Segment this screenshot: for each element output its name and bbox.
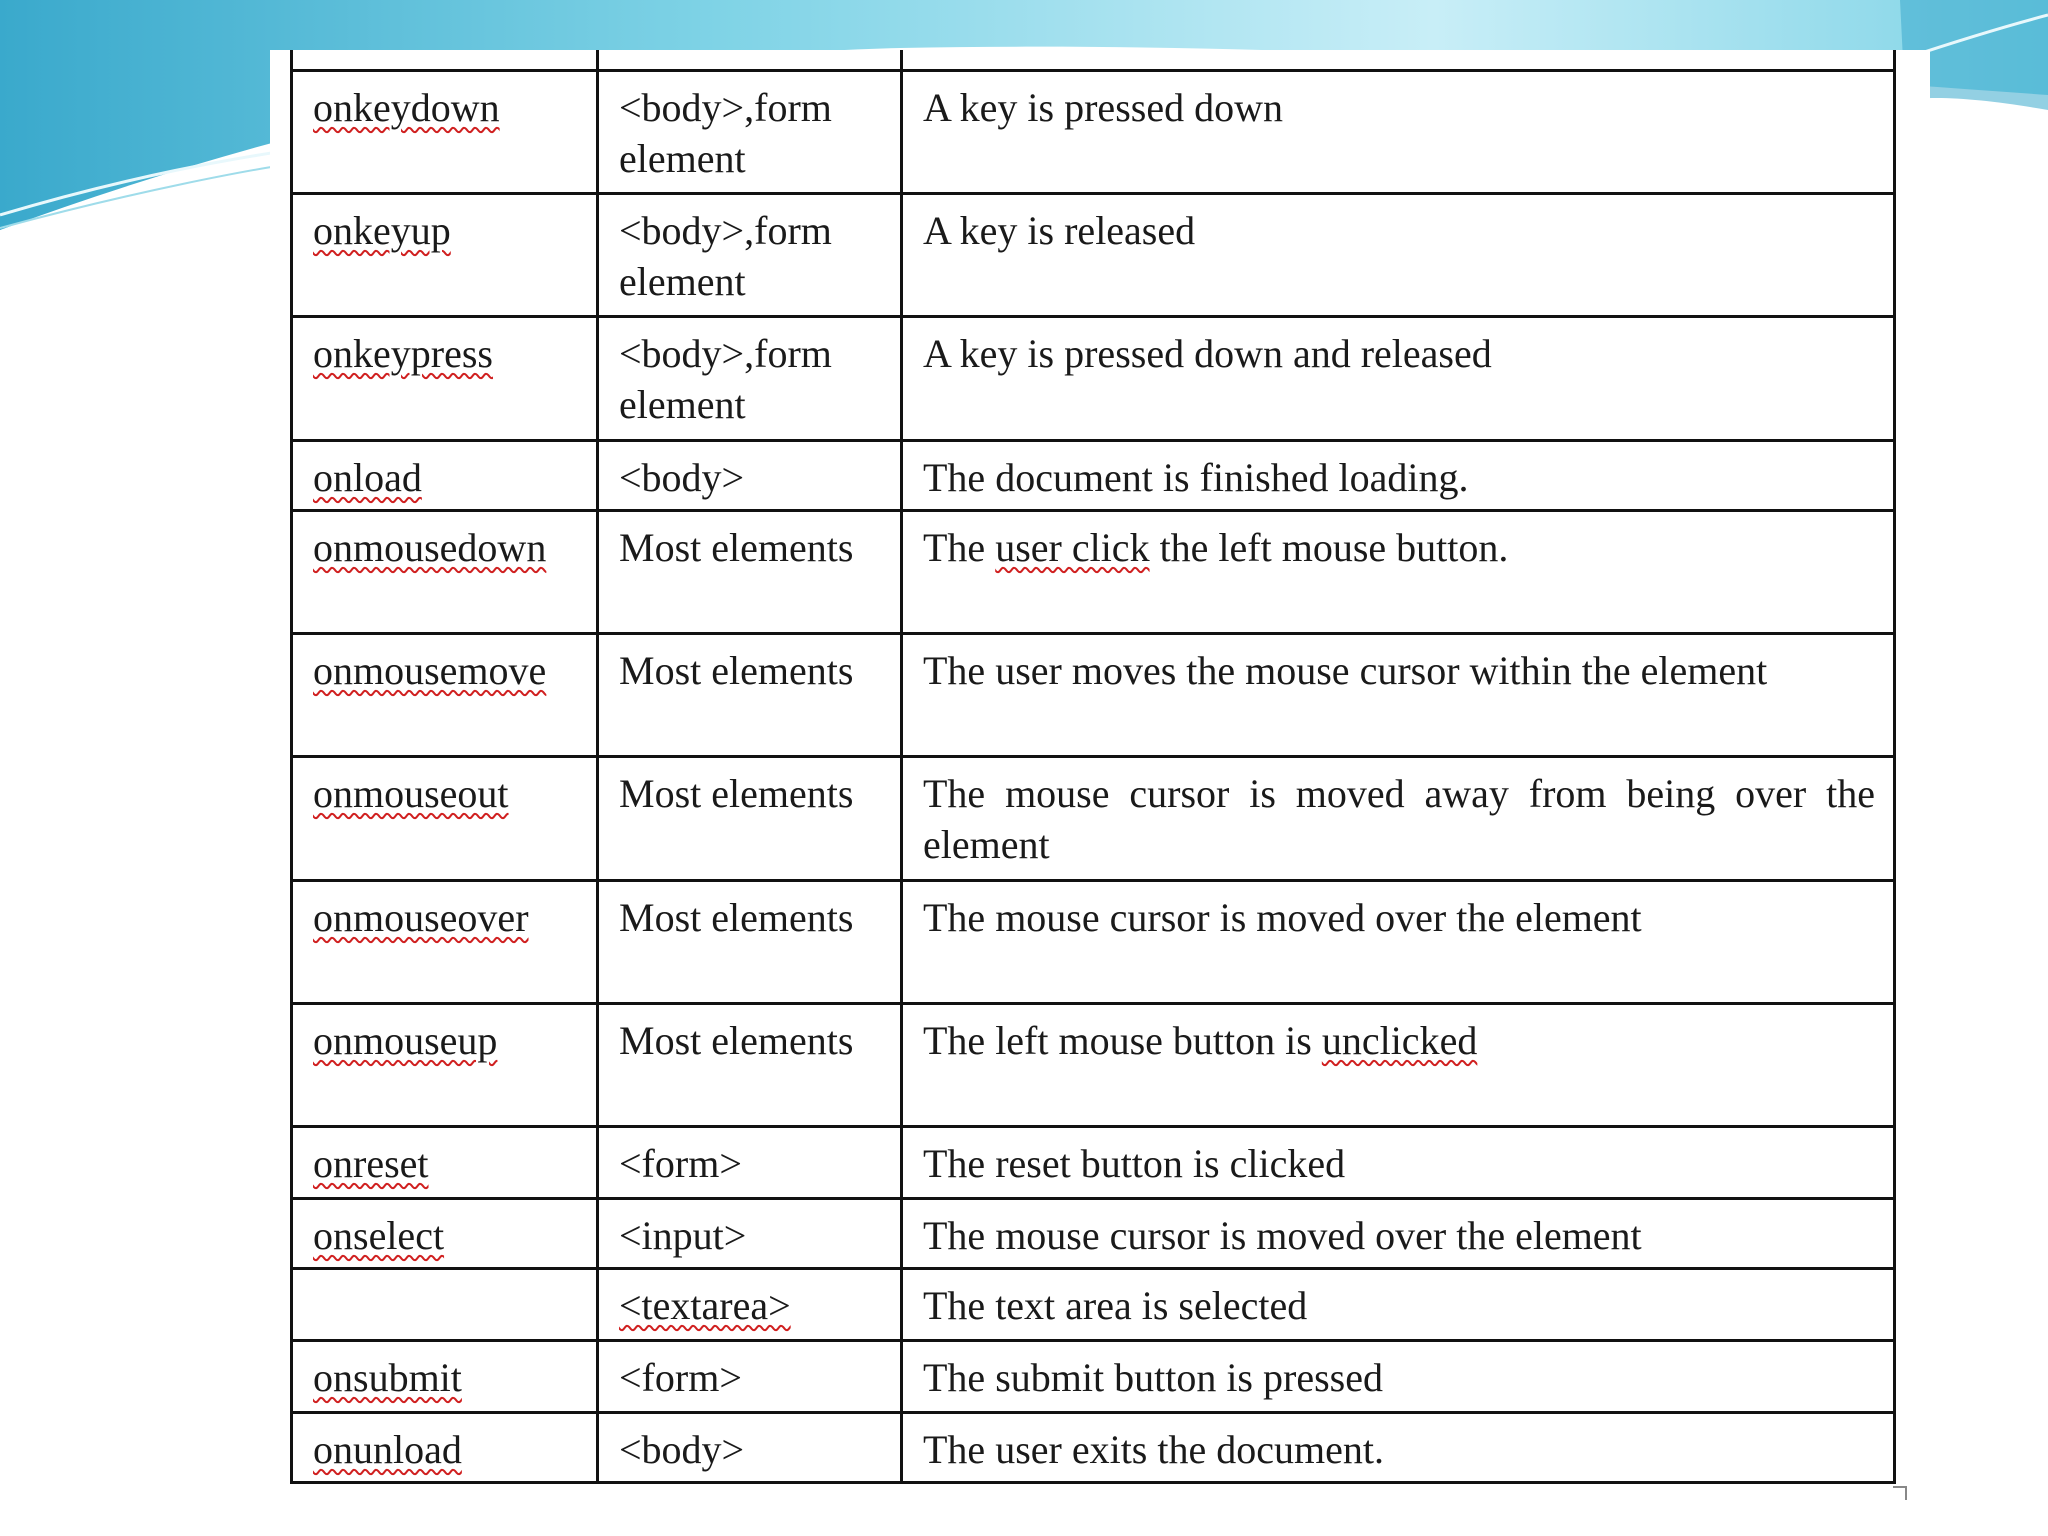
table-row bbox=[292, 756, 1895, 880]
event-name: onmousedown bbox=[313, 524, 547, 570]
event-name: onunload bbox=[313, 1426, 462, 1472]
description-cell bbox=[902, 70, 1895, 193]
event-name-cell bbox=[292, 1126, 598, 1198]
applies-to-text: <form> bbox=[619, 1140, 742, 1186]
description-text: The submit button is pressed bbox=[923, 1354, 1383, 1400]
event-name-cell bbox=[292, 1268, 598, 1340]
description-flagged-word: user click bbox=[995, 524, 1150, 570]
description-flagged-word: unclicked bbox=[1321, 1017, 1478, 1063]
event-name-cell bbox=[292, 510, 598, 633]
events-table-body bbox=[292, 50, 1895, 1482]
table-row bbox=[292, 880, 1895, 1003]
table-row bbox=[292, 70, 1895, 193]
description-cell bbox=[902, 193, 1895, 316]
event-name-cell bbox=[292, 756, 598, 880]
event-name: onselect bbox=[313, 1212, 445, 1258]
description-cell bbox=[902, 510, 1895, 633]
description-text: The document is finished loading. bbox=[923, 454, 1469, 500]
description-cell bbox=[902, 1268, 1895, 1340]
applies-to-cell bbox=[598, 70, 902, 193]
description-cell bbox=[902, 1003, 1895, 1126]
description-text: The left mouse button is bbox=[923, 1017, 1322, 1063]
applies-to-text: <form> bbox=[619, 1354, 742, 1400]
event-name: onreset bbox=[313, 1140, 429, 1186]
applies-to-text: <textarea> bbox=[619, 1282, 791, 1328]
table-row bbox=[292, 1198, 1895, 1268]
table-row bbox=[292, 1340, 1895, 1412]
applies-to-text: Most elements bbox=[619, 894, 854, 940]
applies-to-cell bbox=[598, 1412, 902, 1482]
applies-to-cell bbox=[598, 1268, 902, 1340]
applies-to-text: Most elements bbox=[619, 770, 854, 816]
applies-to-text: Most elements bbox=[619, 647, 854, 693]
description-cell bbox=[902, 1126, 1895, 1198]
applies-to-text: <body>,form element bbox=[619, 207, 832, 304]
event-name-cell bbox=[292, 70, 598, 193]
event-name-cell bbox=[292, 1198, 598, 1268]
event-name-cell bbox=[292, 1003, 598, 1126]
description-cell bbox=[902, 633, 1895, 756]
applies-to-cell bbox=[598, 440, 902, 510]
event-name: onkeypress bbox=[313, 330, 493, 376]
event-name-cell bbox=[292, 316, 598, 440]
applies-to-cell bbox=[598, 633, 902, 756]
applies-to-text: <body>,form element bbox=[619, 330, 832, 427]
event-name: onmouseout bbox=[313, 770, 509, 816]
description-cell bbox=[902, 1198, 1895, 1268]
table-row bbox=[292, 1268, 1895, 1340]
applies-to-cell bbox=[598, 880, 902, 1003]
description-text: A key is pressed down and released bbox=[923, 330, 1492, 376]
table-row bbox=[292, 440, 1895, 510]
event-name: onmousemove bbox=[313, 647, 547, 693]
description-text: The text area is selected bbox=[923, 1282, 1308, 1328]
event-name-cell bbox=[292, 1412, 598, 1482]
applies-to-cell bbox=[598, 193, 902, 316]
applies-to-cell bbox=[598, 1126, 902, 1198]
applies-to-cell bbox=[598, 1340, 902, 1412]
description-cell bbox=[902, 880, 1895, 1003]
event-name: onmouseup bbox=[313, 1017, 498, 1063]
applies-to-text: Most elements bbox=[619, 524, 854, 570]
event-name: onmouseover bbox=[313, 894, 529, 940]
description-cell bbox=[902, 316, 1895, 440]
applies-to-text: <body> bbox=[619, 1426, 745, 1472]
event-name-cell bbox=[292, 633, 598, 756]
applies-to-cell bbox=[598, 316, 902, 440]
applies-to-text: Most elements bbox=[619, 1017, 854, 1063]
applies-to-text: <body> bbox=[619, 454, 745, 500]
page-corner-mark bbox=[1893, 1486, 1907, 1500]
description-text: The mouse cursor is moved over the element bbox=[923, 894, 1642, 940]
event-name-cell bbox=[292, 193, 598, 316]
description-text: The mouse cursor is moved over the element bbox=[923, 1212, 1642, 1258]
description-text: the left mouse button. bbox=[1149, 524, 1509, 570]
table-top-strip bbox=[292, 50, 1895, 70]
table-row bbox=[292, 316, 1895, 440]
table-row bbox=[292, 633, 1895, 756]
table-row bbox=[292, 1126, 1895, 1198]
event-name: onload bbox=[313, 454, 422, 500]
applies-to-cell bbox=[598, 1198, 902, 1268]
description-cell bbox=[902, 1340, 1895, 1412]
description-text: The reset button is clicked bbox=[923, 1140, 1346, 1186]
event-name-cell bbox=[292, 440, 598, 510]
event-name: onkeydown bbox=[313, 84, 500, 130]
description-text: The bbox=[923, 524, 996, 570]
description-text: The user exits the document. bbox=[923, 1426, 1384, 1472]
applies-to-cell bbox=[598, 510, 902, 633]
table-row bbox=[292, 1003, 1895, 1126]
event-name-cell bbox=[292, 1340, 598, 1412]
description-text: The user moves the mouse cursor within the element bbox=[923, 647, 1768, 693]
applies-to-cell bbox=[598, 1003, 902, 1126]
event-name-cell bbox=[292, 880, 598, 1003]
table-row bbox=[292, 510, 1895, 633]
description-cell bbox=[902, 1412, 1895, 1482]
description-cell bbox=[902, 440, 1895, 510]
event-name: onsubmit bbox=[313, 1354, 462, 1400]
events-table bbox=[290, 50, 1896, 1484]
table-row bbox=[292, 1412, 1895, 1482]
applies-to-cell bbox=[598, 756, 902, 880]
description-text: A key is released bbox=[923, 207, 1196, 253]
applies-to-text: <body>,form element bbox=[619, 84, 832, 181]
description-cell bbox=[902, 756, 1895, 880]
description-text: The mouse cursor is moved away from being over the element bbox=[923, 770, 1875, 867]
table-row bbox=[292, 193, 1895, 316]
event-name: onkeyup bbox=[313, 207, 451, 253]
applies-to-text: <input> bbox=[619, 1212, 747, 1258]
description-text: A key is pressed down bbox=[923, 84, 1283, 130]
